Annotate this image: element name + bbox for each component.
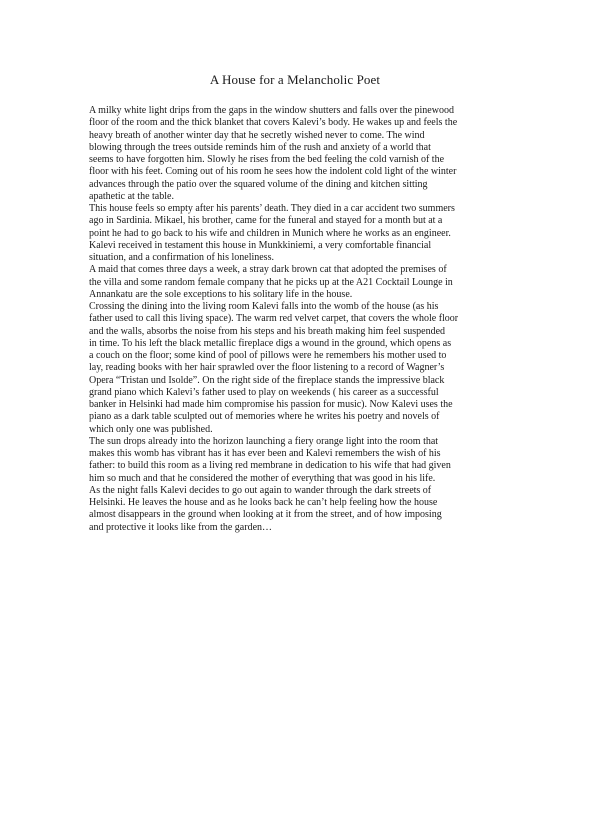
body-line: grand piano which Kalevi’s father used to play on weekends ( his career as a successful [89,386,439,398]
body-line: A maid that comes three days a week, a stray dark brown cat that adopted the premises of [89,264,447,276]
body-line: father: to build this room as a living red membrane in dedication to his wife that had given [89,460,451,472]
body-line: Crossing the dining into the living room Kalevi falls into the womb of the house (as his [89,301,439,312]
body-line: lay, reading books with her hair sprawled over the floor listening to a record of Wagner’s [89,362,445,374]
body-line: apathetic at the table. [89,190,174,202]
body-line: which only one was published. [89,423,213,435]
body-line: Opera “Tristan und Isolde”. On the right side of the fireplace stands the impressive black [89,374,445,386]
body-line: almost disappears in the ground when looking at it from the street, and of how imposing [89,509,442,521]
body-line: floor of the room and the thick blanket that covers Kalevi’s body. He wakes up and feels the [89,117,458,129]
body-line: point he had to go back to his wife and children in Munich where he works as an engineer. [89,227,451,239]
body-line: situation, and a confirmation of his loneliness. [89,252,274,263]
body-line: and the walls, absorbs the noise from his steps and his breath making him feel suspended [89,325,446,337]
body-line: The sun drops already into the horizon launching a fiery orange light into the room that [89,435,439,447]
body-line: and protective it looks like from the garden… [89,521,273,533]
body-line: Kalevi received in testament this house in Munkkiniemi, a very comfortable financial [89,239,432,251]
body-line: him so much and that he considered the mother of everything that was good in his life. [89,472,436,484]
body-line: the villa and some random female company that he picks up at the A21 Cocktail Lounge in [89,276,453,288]
body-line: heavy breath of another winter day that he secretly wished never to come. The wind [89,129,425,141]
body-line: Annankatu are the sole exceptions to his solitary life in the house. [89,288,353,300]
body-line: blowing through the trees outside reminds him of the rush and anxiety of a world that [89,141,431,153]
body-line: ago in Sardinia. Mikael, his brother, came for the funeral and stayed for a month but at a [89,215,443,227]
body-line: father used to call this living space). The warm red velvet carpet, that covers the whole floor [89,313,459,325]
body-line: floor with his feet. Coming out of his room he sees how the indolent cold light of the winter [89,166,457,178]
body-line: This house feels so empty after his parents’ death. They died in a car accident two summers [89,203,455,214]
body-line: advances through the patio over the squared volume of the dining and kitchen sitting [89,178,428,190]
document-title: A House for a Melancholic Poet [209,72,381,87]
body-line: Helsinki. He leaves the house and as he looks back he can’t help feeling how the house [89,497,438,508]
body-line: makes this womb has vibrant has it has ever been and Kalevi remembers the wish of his [89,448,441,459]
body-text [89,105,507,534]
body-line: banker in Helsinki had made him compromise his passion for music). Now Kalevi uses the [89,399,453,410]
body-line: piano as a dark table sculpted out of memories where he writes his poetry and novels of [89,411,440,423]
body-line: a couch on the floor; some kind of pool of pillows were he remembers his mother used to [89,350,447,361]
body-line: in time. To his left the black metallic fireplace digs a wound in the ground, which opens as [89,337,452,349]
body-line: As the night falls Kalevi decides to go out again to wander through the dark streets of [89,484,432,496]
body-line: A milky white light drips from the gaps in the window shutters and falls over the pinewood [89,105,454,116]
body-line: seems to have forgotten him. Slowly he rises from the bed feeling the cold varnish of the [89,154,445,165]
